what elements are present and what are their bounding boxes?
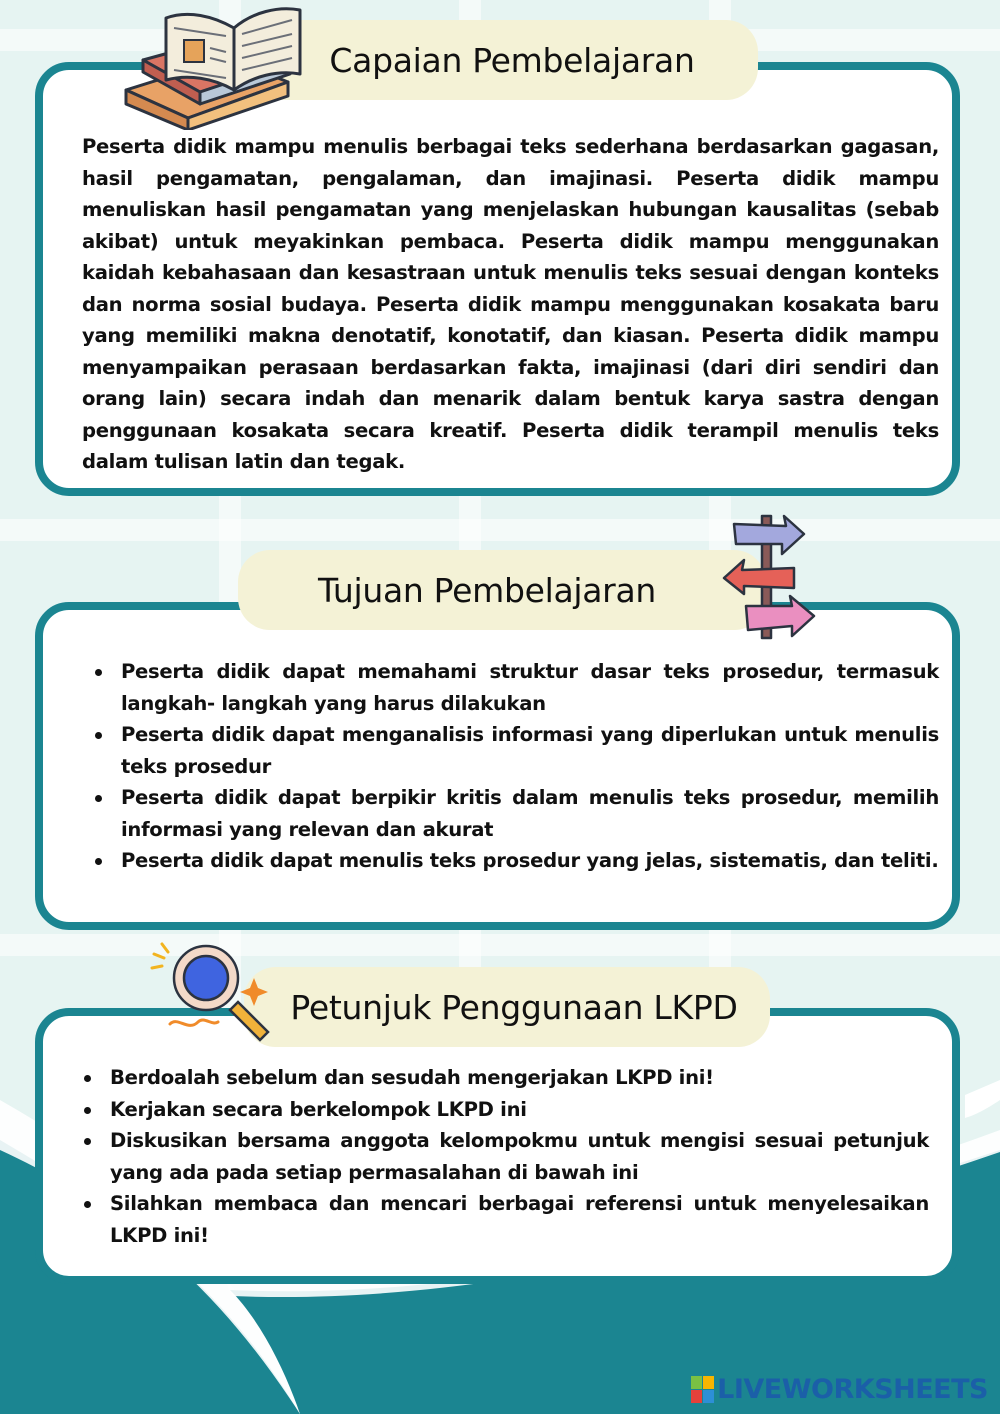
tujuan-title-pill — [238, 550, 766, 630]
stacked-books-icon — [118, 0, 308, 130]
capaian-title-pill — [236, 20, 758, 100]
signpost-icon — [722, 512, 818, 640]
brand-name: LIVEWORKSHEETS — [717, 1374, 988, 1405]
list-item: Peserta didik dapat berpikir kritis dalam menulis teks prosedur, memilih informasi yang relevan dan akurat — [82, 782, 939, 845]
petunjuk-list — [72, 1062, 929, 1251]
capaian-title: Capaian Pembelajaran — [329, 40, 695, 80]
list-item: Peserta didik dapat menulis teks prosedur yang jelas, sistematis, dan teliti. — [82, 845, 939, 877]
petunjuk-title: Petunjuk Penggunaan LKPD — [290, 987, 738, 1027]
tujuan-title: Tujuan Pembelajaran — [318, 570, 656, 610]
list-item: Berdoalah sebelum dan sesudah mengerjakan LKPD ini! — [72, 1062, 929, 1094]
list-item: Silahkan membaca dan mencari berbagai referensi untuk menyelesaikan LKPD ini! — [72, 1188, 929, 1251]
list-item: Peserta didik dapat menganalisis informasi yang diperlukan untuk menulis teks prosedur — [82, 719, 939, 782]
petunjuk-title-pill — [244, 967, 770, 1047]
tujuan-list — [82, 656, 939, 877]
list-item: Kerjakan secara berkelompok LKPD ini — [72, 1094, 929, 1126]
liveworksheets-cube-icon — [691, 1376, 715, 1404]
capaian-body: Peserta didik mampu menulis berbagai teks sederhana berdasarkan gagasan, hasil pengamatan, pengalaman, dan imajinasi. Peserta didik mampu menuliskan hasil pengamatan yang menjelaskan hubungan kausalitas (sebab akibat) untuk meyakinkan pembaca. Peserta didik mampu menggunakan kaidah kebahasaan dan kesastraan untuk menulis teks sesuai dengan konteks dan norma sosial budaya. Peserta didik mampu menggunakan kosakata baru yang memiliki makna denotatif, konotatif, dan kiasan. Peserta didik mampu menyampaikan perasaan berdasarkan fakta, imajinasi (dari diri sendiri dan orang lain) secara indah dan menarik dalam bentuk karya sastra dengan penggunaan kosakata secara kreatif. Peserta didik terampil menulis teks dalam tulisan latin dan tegak. — [82, 135, 939, 473]
list-item: Diskusikan bersama anggota kelompokmu untuk mengisi sesuai petunjuk yang ada pada setiap permasalahan di bawah ini — [72, 1125, 929, 1188]
magnifying-glass-icon — [148, 938, 280, 1046]
liveworksheets-logo[interactable] — [691, 1374, 988, 1405]
list-item: Peserta didik dapat memahami struktur dasar teks prosedur, termasuk langkah- langkah yang harus dilakukan — [82, 656, 939, 719]
